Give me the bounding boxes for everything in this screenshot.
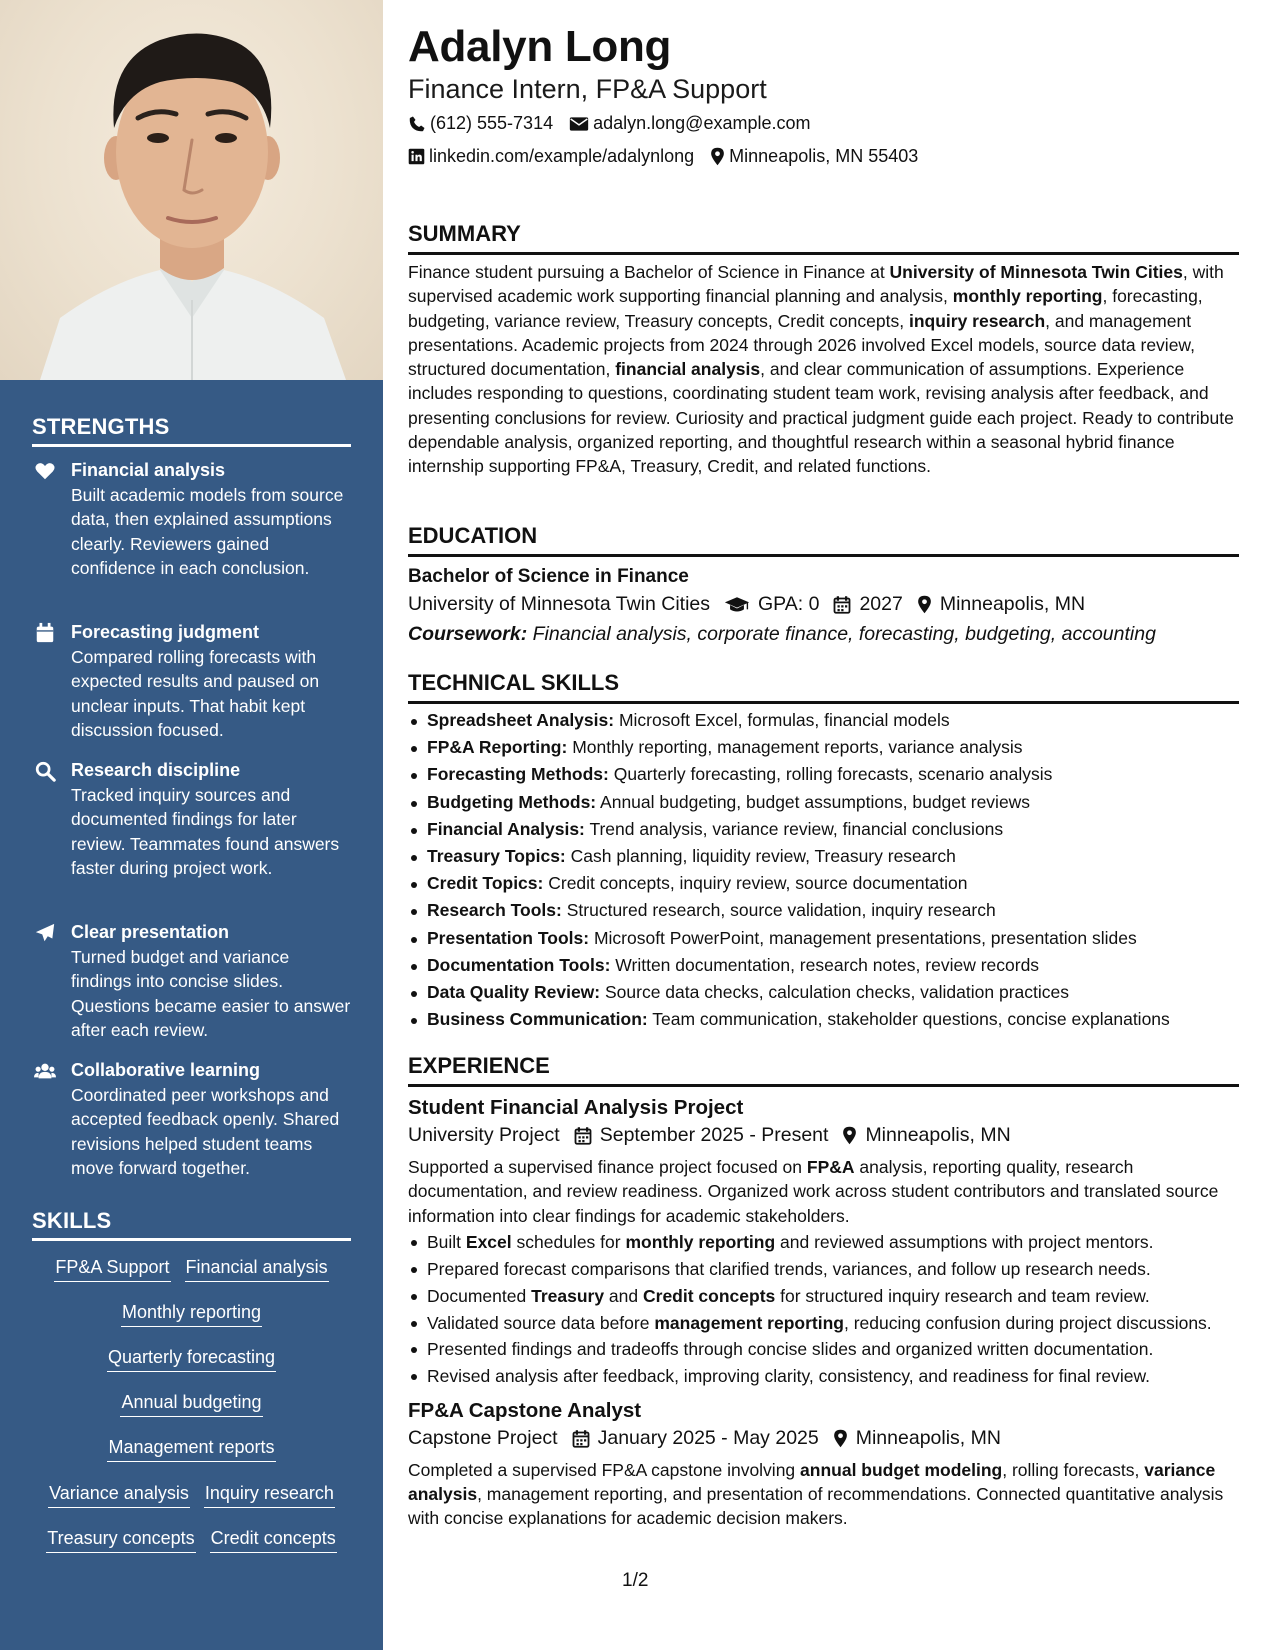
job-bullet: Validated source data before management reporting, reducing confusion during project discussions. bbox=[408, 1311, 1239, 1335]
education-meta bbox=[408, 593, 1239, 616]
skill-tag: Quarterly forecasting bbox=[107, 1346, 276, 1372]
page-number: 1/2 bbox=[622, 1570, 649, 1591]
candidate-name: Adalyn Long bbox=[408, 22, 672, 71]
job-org: University Project bbox=[408, 1124, 560, 1146]
skill-label: Forecasting Methods: bbox=[427, 764, 609, 785]
job-dates: January 2025 - May 2025 bbox=[597, 1426, 819, 1449]
skill-value: Trend analysis, variance review, financial conclusions bbox=[589, 818, 1004, 839]
strength-title: Clear presentation bbox=[71, 922, 230, 942]
skill-value: Credit concepts, inquiry review, source documentation bbox=[548, 873, 968, 894]
job-location: Minneapolis, MN bbox=[855, 1426, 1001, 1449]
paper-plane-icon bbox=[34, 922, 56, 944]
job-dates-item bbox=[572, 1427, 819, 1450]
skills-section bbox=[32, 1208, 351, 1241]
job-bullet: Built Excel schedules for monthly reporting and reviewed assumptions with project mentors. bbox=[408, 1230, 1239, 1254]
job-entry bbox=[408, 1399, 1239, 1531]
calendar-icon bbox=[34, 622, 56, 644]
job-bullet: Presented findings and tradeoffs through concise slides and organized written documentation. bbox=[408, 1337, 1239, 1361]
calendar-icon bbox=[572, 1429, 590, 1448]
job-bullet: Prepared forecast comparisons that clarified trends, variances, and follow up research needs. bbox=[408, 1257, 1239, 1281]
job-bullet: Documented Treasury and Credit concepts for structured inquiry research and team review. bbox=[408, 1284, 1239, 1308]
skill-label: Documentation Tools: bbox=[427, 954, 611, 975]
education-section bbox=[408, 523, 1239, 646]
skill-row bbox=[32, 1436, 351, 1462]
degree-title: Bachelor of Science in Finance bbox=[408, 566, 689, 587]
phone-icon bbox=[408, 115, 426, 133]
skill-tag: Financial analysis bbox=[185, 1256, 329, 1282]
technical-skills-list bbox=[408, 707, 1239, 1033]
job-meta bbox=[408, 1124, 1239, 1147]
skill-value: Source data checks, calculation checks, validation practices bbox=[605, 982, 1069, 1003]
skill-tag: Treasury concepts bbox=[46, 1527, 195, 1553]
skill-label: Credit Topics: bbox=[427, 873, 544, 894]
strength-desc: Built academic models from source data, then explained assumptions clearly. Reviewers gained confidence in each conclusion. bbox=[71, 485, 344, 578]
sidebar bbox=[0, 0, 383, 1650]
heart-icon bbox=[34, 460, 56, 482]
skill-label: Research Tools: bbox=[427, 900, 562, 921]
skill-item bbox=[408, 761, 1239, 788]
job-location: Minneapolis, MN bbox=[865, 1124, 1011, 1146]
skill-tag: Credit concepts bbox=[210, 1527, 337, 1553]
technical-skills-heading: TECHNICAL SKILLS bbox=[408, 670, 1239, 704]
strength-title: Research discipline bbox=[71, 760, 241, 780]
skill-item bbox=[408, 952, 1239, 979]
technical-skills-section bbox=[408, 670, 1239, 1033]
job-dates: September 2025 - Present bbox=[599, 1124, 829, 1146]
skill-row bbox=[32, 1256, 351, 1282]
summary-section bbox=[408, 221, 1239, 479]
skill-value: Monthly reporting, management reports, variance analysis bbox=[572, 737, 1023, 758]
job-org: Capstone Project bbox=[408, 1426, 558, 1449]
skill-value: Written documentation, research notes, review records bbox=[615, 954, 1040, 975]
coursework-text: Financial analysis, corporate finance, forecasting, budgeting, accounting bbox=[532, 623, 1156, 645]
skill-label: FP&A Reporting: bbox=[427, 737, 568, 758]
gpa-text: GPA: 0 bbox=[758, 593, 820, 615]
skill-item bbox=[408, 897, 1239, 924]
profile-photo bbox=[0, 0, 383, 380]
phone-item bbox=[408, 113, 553, 134]
strength-desc: Tracked inquiry sources and documented findings for later review. Teammates found answers faster during project work. bbox=[71, 785, 340, 878]
job-description: Completed a supervised FP&A capstone involving annual budget modeling, rolling forecasts, variance analysis, management reporting, and presentation of recommendations. Connected quantitative analysis with concise explanations for academic decision makers. bbox=[408, 1459, 1224, 1529]
coursework-line bbox=[408, 623, 1239, 646]
skill-label: Business Communication: bbox=[427, 1009, 648, 1030]
job-entry bbox=[408, 1096, 1239, 1389]
skill-row bbox=[32, 1301, 351, 1327]
skill-row bbox=[32, 1391, 351, 1417]
skill-item bbox=[408, 843, 1239, 870]
skill-row bbox=[32, 1346, 351, 1372]
contact-line bbox=[408, 146, 934, 167]
school-name: University of Minnesota Twin Cities bbox=[408, 593, 711, 615]
strength-desc: Turned budget and variance findings into concise slides. Questions became easier to answer after each review. bbox=[71, 947, 351, 1040]
edu-location-item bbox=[917, 593, 1085, 616]
job-location-item bbox=[842, 1124, 1010, 1147]
candidate-role: Finance Intern, FP&A Support bbox=[408, 74, 767, 104]
users-icon bbox=[34, 1060, 56, 1082]
map-pin-icon bbox=[833, 1429, 848, 1448]
map-pin-icon bbox=[917, 595, 932, 614]
skill-item bbox=[408, 925, 1239, 952]
linkedin-item bbox=[408, 146, 694, 167]
skill-label: Data Quality Review: bbox=[427, 982, 601, 1003]
strengths-section bbox=[32, 414, 351, 447]
job-bullets bbox=[408, 1230, 1239, 1389]
map-pin-icon bbox=[842, 1126, 857, 1145]
strengths-heading: STRENGTHS bbox=[32, 414, 351, 447]
experience-heading: EXPERIENCE bbox=[408, 1053, 1239, 1087]
skill-label: Budgeting Methods: bbox=[427, 791, 597, 812]
experience-section bbox=[408, 1053, 1239, 1531]
strength-title: Forecasting judgment bbox=[71, 622, 260, 642]
job-dates-item bbox=[574, 1124, 829, 1147]
search-icon bbox=[34, 760, 56, 782]
skill-row bbox=[32, 1482, 351, 1508]
skill-value: Team communication, stakeholder questions, concise explanations bbox=[652, 1009, 1170, 1030]
skill-item bbox=[408, 707, 1239, 734]
skill-tag: Monthly reporting bbox=[121, 1301, 262, 1327]
skill-tag: FP&A Support bbox=[54, 1256, 170, 1282]
location-item bbox=[710, 146, 918, 167]
summary-text: Finance student pursuing a Bachelor of Science in Finance at University of Minnesota Twin Cities, with supervised academic work supporting financial planning and analysis, monthly reporting, forecasting, budgeting, variance review, Treasury concepts, Credit concepts, inquiry research, and management presentations. Academic projects from 2024 through 2026 involved Excel models, source data review, structured documentation, financial analysis, and clear communication of assumptions. Experience includes responding to questions, coordinating student team work, revising analysis after feedback, and presenting conclusions for review. Curiosity and practical judgment guide each project. Ready to contribute dependable analysis, organized reporting, and thoughtful research within a seasonal hybrid finance internship supporting FP&A, Treasury, Credit, and related functions. bbox=[408, 262, 1234, 477]
skill-item bbox=[408, 979, 1239, 1006]
graduation-cap-icon bbox=[724, 596, 750, 614]
skill-item bbox=[408, 816, 1239, 843]
skill-item bbox=[408, 870, 1239, 897]
skill-label: Treasury Topics: bbox=[427, 846, 566, 867]
strength-title: Collaborative learning bbox=[71, 1060, 261, 1080]
email-item bbox=[569, 113, 810, 134]
strength-desc: Coordinated peer workshops and accepted feedback openly. Shared revisions helped student teams move forward together. bbox=[71, 1085, 340, 1178]
skill-tag: Inquiry research bbox=[204, 1482, 335, 1508]
skill-value: Microsoft Excel, formulas, financial models bbox=[618, 710, 950, 730]
email-link[interactable]: adalyn.long@example.com bbox=[593, 113, 811, 133]
calendar-icon bbox=[574, 1126, 592, 1145]
coursework-label: Coursework: bbox=[408, 623, 528, 645]
skill-label: Presentation Tools: bbox=[427, 927, 590, 948]
skill-label: Spreadsheet Analysis: bbox=[427, 710, 615, 730]
linkedin-icon bbox=[408, 148, 425, 165]
job-title: FP&A Capstone Analyst bbox=[408, 1398, 642, 1422]
skill-value: Cash planning, liquidity review, Treasury research bbox=[570, 846, 956, 867]
summary-heading: SUMMARY bbox=[408, 221, 1239, 255]
skill-label: Financial Analysis: bbox=[427, 818, 585, 839]
job-title: Student Financial Analysis Project bbox=[408, 1096, 744, 1119]
year-item bbox=[833, 593, 902, 616]
education-heading: EDUCATION bbox=[408, 523, 1239, 557]
job-description: Supported a supervised finance project focused on FP&A analysis, reporting quality, research documentation, and review readiness. Organized work across student contributors and translated source information into clear findings for academic stakeholders. bbox=[408, 1157, 1219, 1226]
linkedin-link[interactable]: linkedin.com/example/adalynlong bbox=[429, 146, 695, 166]
skill-item bbox=[408, 789, 1239, 816]
skill-item bbox=[408, 734, 1239, 761]
job-meta bbox=[408, 1427, 1239, 1450]
school-location: Minneapolis, MN bbox=[939, 593, 1086, 615]
skill-value: Microsoft PowerPoint, management presentations, presentation slides bbox=[593, 927, 1137, 948]
skill-row bbox=[32, 1527, 351, 1553]
strength-title: Financial analysis bbox=[71, 460, 226, 480]
location-text: Minneapolis, MN 55403 bbox=[729, 146, 919, 166]
graduation-year: 2027 bbox=[859, 593, 903, 615]
skill-tag: Variance analysis bbox=[48, 1482, 190, 1508]
gpa-item bbox=[724, 593, 819, 616]
map-pin-icon bbox=[710, 147, 725, 166]
calendar-icon bbox=[833, 595, 851, 614]
strength-desc: Compared rolling forecasts with expected results and paused on unclear inputs. That habit kept discussion focused. bbox=[71, 647, 320, 740]
skill-value: Quarterly forecasting, rolling forecasts, scenario analysis bbox=[613, 764, 1053, 785]
skill-value: Annual budgeting, budget assumptions, budget reviews bbox=[600, 791, 1031, 812]
skill-tag: Annual budgeting bbox=[120, 1391, 262, 1417]
envelope-icon bbox=[569, 116, 589, 132]
job-location-item bbox=[833, 1427, 1001, 1450]
contact-line bbox=[408, 113, 826, 134]
skill-tag: Management reports bbox=[107, 1436, 275, 1462]
skills-heading: SKILLS bbox=[32, 1208, 351, 1241]
skill-item bbox=[408, 1006, 1239, 1033]
skill-value: Structured research, source validation, inquiry research bbox=[566, 900, 996, 921]
job-bullet: Revised analysis after feedback, improving clarity, consistency, and readiness for final review. bbox=[408, 1364, 1239, 1388]
phone-text: (612) 555-7314 bbox=[430, 113, 554, 133]
